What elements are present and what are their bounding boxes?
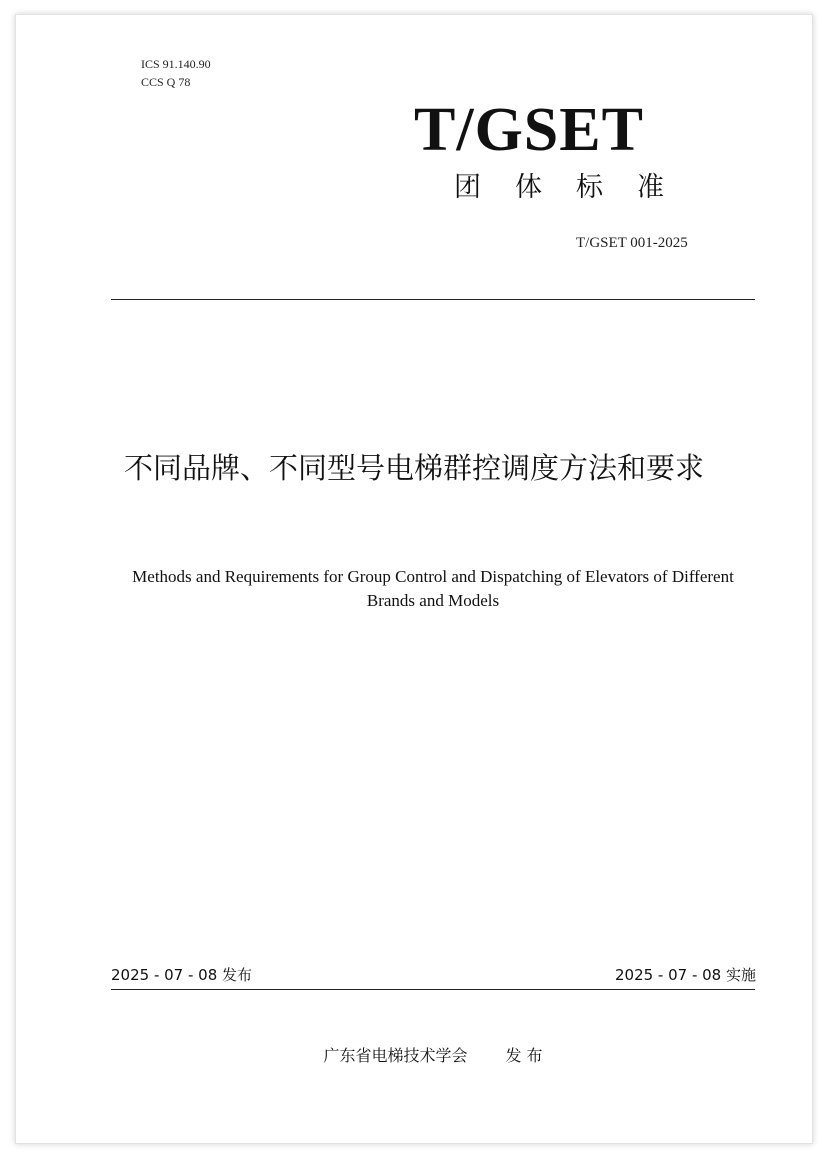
document-page bbox=[15, 14, 813, 1144]
issue-date: 2025 - 07 - 08 发布 bbox=[111, 966, 253, 984]
implementation-date: 2025 - 07 - 08 实施 bbox=[614, 966, 756, 984]
document-title-cn: 不同品牌、不同型号电梯群控调度方法和要求 bbox=[123, 451, 704, 485]
ccs-code: CCS Q 78 bbox=[141, 75, 191, 89]
standard-brand: T/GSET bbox=[414, 96, 644, 164]
bottom-divider bbox=[111, 989, 755, 990]
classification-codes bbox=[141, 55, 211, 91]
publish-action: 发 布 bbox=[505, 1046, 543, 1065]
standard-number: T/GSET 001-2025 bbox=[576, 235, 688, 251]
top-divider bbox=[111, 299, 755, 300]
ics-code: ICS 91.140.90 bbox=[141, 57, 211, 71]
publisher-name: 广东省电梯技术学会 bbox=[323, 1046, 468, 1065]
document-title-en: Methods and Requirements for Group Control and Dispatching of Elevators of Different Brands and Models bbox=[132, 567, 734, 610]
standard-type-label: 团体标准 bbox=[454, 172, 698, 203]
publisher-line bbox=[111, 1045, 755, 1067]
